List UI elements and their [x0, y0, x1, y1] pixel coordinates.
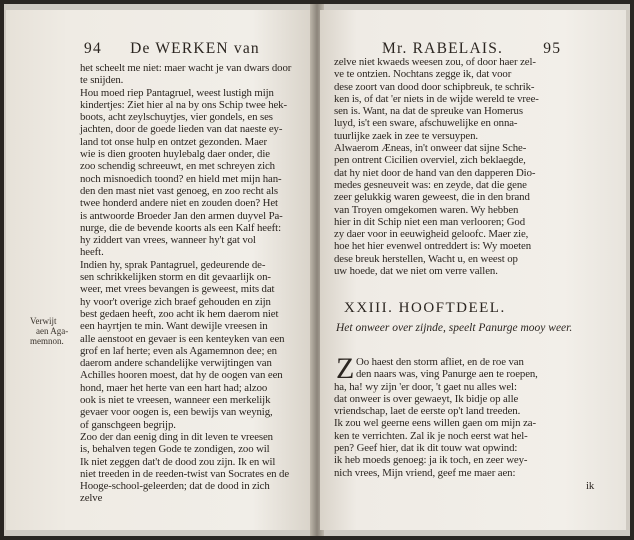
chapter-subtitle: Het onweer over zijnde, speelt Panurge mooy weer.	[336, 322, 573, 334]
text-line: den den mast niet vast genoeg, en zoo recht als	[80, 184, 278, 197]
text-line: twee honderd andere niet en zouden doen? Het	[80, 197, 278, 210]
text-line: kindertjes: Ziet hier al na by ons Schip twee hek-	[80, 98, 287, 111]
text-line: ik heb moeds genoeg: ja ik toch, en zeer wey-	[334, 454, 528, 467]
text-line: alle aenstoot en gevaer is een kenteyken van een	[80, 332, 285, 345]
text-line: heeft.	[80, 246, 104, 259]
text-line: Hooge-school-geleerden; dat de dood in zich	[80, 480, 270, 493]
text-line: Hou moed riep Pantagruel, weest lustigh mijn	[80, 86, 274, 99]
chapter-title: XXIII. HOOFTDEEL.	[344, 300, 506, 316]
text-line: land tot onse hulp en ontzet gezonden. Maer	[80, 135, 267, 148]
text-line: Ik zou wel geerne eens willen gaen om mijn za-	[334, 417, 536, 430]
text-line: wie is dien grooten huylebalg daer onder, die	[80, 148, 270, 161]
text-line: hy voor't overige zich braef gehouden en zijn	[80, 295, 271, 308]
text-line: luyd, is't een sware, afschuwelijke en onna-	[334, 117, 518, 130]
text-line: Indien hy, sprak Pantagruel, gedeurende de-	[80, 258, 266, 271]
text-line: pen ontrent Cicilien overviel, zich beklaegde,	[334, 154, 526, 167]
text-line: het scheelt me niet: maer wacht je van dwars door	[80, 62, 292, 74]
text-line: Alwaerom Æneas, in't onweer dat sijne Sche-	[334, 142, 527, 155]
text-line: een hayrtjen te min. Want dewijle vreesen in	[80, 320, 268, 333]
left-running-head: De WERKEN van	[130, 40, 260, 57]
margin-note-line: Verwijt	[30, 316, 57, 326]
left-page	[6, 10, 314, 530]
text-line: tuurlijke zaek in zee te versuypen.	[334, 129, 478, 142]
catchword: ik	[586, 480, 595, 492]
text-line: noch misnoedich toond? en hield met mijn han-	[80, 172, 282, 185]
text-line: zeer gelukkig waren geweest, die in den brand	[334, 191, 530, 204]
text-line: hier in dit Schip niet een man verlooren; God	[334, 215, 525, 228]
text-line: van Troyen omgekomen waren. Wy hebben	[334, 203, 519, 216]
text-line: Ik niet zeggen dat't de dood zou zijn. Ik en wil	[80, 455, 276, 468]
text-line: sen schrikkelijken storm en dit gevaarlijk on-	[80, 271, 271, 284]
text-line: hond, maer het herte van een hart had; alzoo	[80, 381, 268, 394]
text-line: weer, met vrees bevangen is geweest, mits dat	[80, 283, 275, 296]
book-spread	[4, 4, 630, 536]
text-line: dese breuk herstellen, Wacht u, en weest op	[334, 252, 518, 265]
text-line: grof en laf herte; even als Agamemnon dee; en	[80, 344, 277, 357]
text-line: ken te verrichten. Zal ik je noch eerst wat hel-	[334, 429, 528, 442]
text-line: zoo schendig schreeuwt, en met schreyen zich	[80, 160, 275, 173]
drop-cap: Z	[336, 352, 355, 385]
margin-note-line: aen Aga-	[36, 326, 69, 336]
text-line: niet treeden in de reeden-twist van Socrates en de	[80, 467, 290, 480]
left-page-header	[84, 40, 260, 58]
right-page	[320, 10, 626, 530]
right-running-head: Mr. RABELAIS.	[382, 40, 504, 57]
text-line: nurge, die de bevende koorts als een Kalf heeft:	[80, 221, 281, 234]
text-line: is, behalven tegen Gode te zondigen, zoo wil	[80, 443, 270, 456]
margin-note	[30, 316, 72, 346]
chapter-body	[334, 352, 618, 479]
text-line: Zoo der dan eenig ding in dit leven te vreesen	[80, 430, 273, 443]
text-line: dat hy niet door de hand van den dapperen Dio-	[334, 166, 536, 179]
text-line: nich vrees, Mijn vriend, geef me maer aen:	[334, 466, 516, 479]
left-page-body	[80, 62, 306, 505]
right-page-body	[334, 56, 618, 277]
text-line: dese zoort van dood door schipbreuk, te schrik-	[334, 80, 535, 93]
text-line: hy ziddert van vrees, wanneer hy't gat vol	[80, 234, 256, 247]
text-line: ha, ha! wy zijn 'er door, 't gaet nu alles wel:	[334, 380, 517, 393]
text-line: pen? Geef hier, dat ik dit touw wat opwind:	[334, 442, 518, 455]
text-line: vriendschap, laet de eerste op't land treeden.	[334, 405, 521, 418]
text-line: boots, acht zeylschuytjes, vier gondels, en ses	[80, 111, 273, 124]
text-line: hoe het hier evenwel ontreddert is: Wy moeten	[334, 240, 532, 253]
text-line: of ganschgeen begrijp.	[80, 418, 176, 431]
text-line: te snijden.	[80, 74, 124, 87]
right-page-number: 95	[543, 40, 562, 57]
text-line: Achilles hooren moest, dat hy de oogen van een	[80, 369, 283, 382]
text-line: ken is, of dat 'er niets in de wijde wereld te vree-	[334, 92, 539, 105]
text-line: zy daer voor in eeuwigheid geloofc. Maer zie,	[334, 228, 529, 241]
text-line: is antwoorde Broeder Jan den armen duyvel Pa-	[80, 209, 283, 222]
text-line: zelve	[80, 492, 103, 505]
text-line: daerom andere schandelijke verwijtingen van	[80, 357, 272, 370]
text-line: medes gesneuveit was: en zeyde, dat die gene	[334, 178, 527, 191]
text-line: ook is niet te vreesen, wanneer een merkelijk	[80, 394, 271, 407]
text-line: uw hoede, dat we niet om verre vallen.	[334, 265, 498, 278]
text-line: sen is. Want, na dat de spreuke van Homerus	[334, 105, 523, 118]
text-line: ve te ontzien. Nochtans zegge ik, dat voor	[334, 68, 512, 81]
left-page-number: 94	[84, 40, 102, 57]
text-line: dat onweer is over gewaeyt, Ik bidje op alle	[334, 392, 519, 405]
margin-note-line: memnon.	[30, 336, 64, 346]
text-line: best gedaen heeft, zoo acht ik hem daerom niet	[80, 307, 279, 320]
text-line: gevaer voor oogen is, een bewijs van weynig,	[80, 406, 273, 419]
text-line: zelve niet kwaeds weesen zou, of door haer zel-	[334, 56, 536, 68]
text-line: den naars was, ving Panurge aen te roepen,	[356, 368, 538, 381]
text-line: jachten, door de goede lieden van dat naeste ey-	[80, 123, 283, 136]
text-line: Oo haest den storm afliet, en de roe van	[356, 356, 524, 368]
